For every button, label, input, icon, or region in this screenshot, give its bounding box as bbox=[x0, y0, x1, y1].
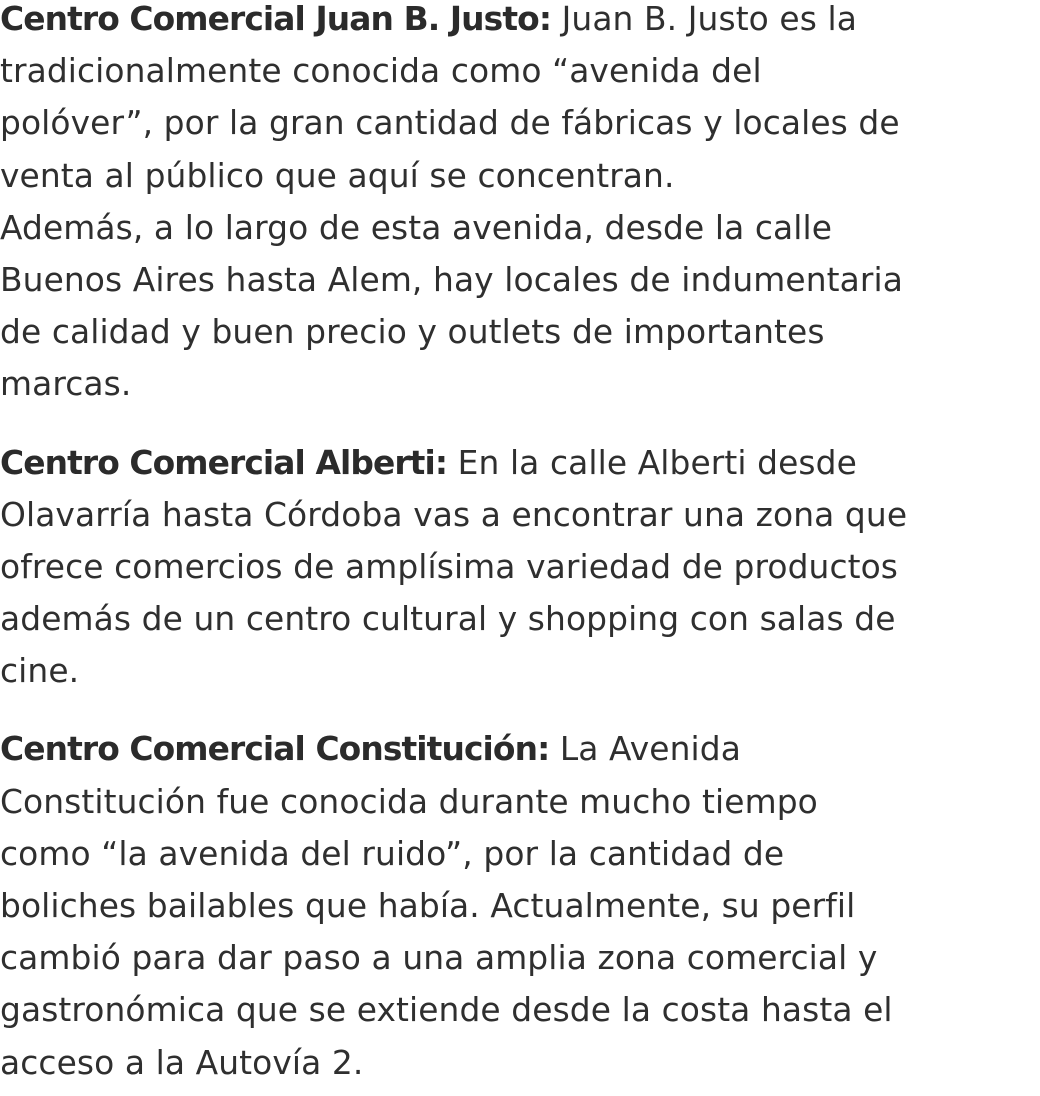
section-text: En la calle Alberti desde bbox=[447, 442, 857, 482]
section-text: Juan B. Justo es la bbox=[551, 0, 857, 38]
section-line: tradicionalmente conocida como “avenida del bbox=[0, 51, 762, 91]
section-line bbox=[0, 723, 1040, 775]
section-line bbox=[0, 0, 1040, 45]
section-line: cambió para dar paso a una amplia zona comercial y bbox=[0, 938, 878, 978]
section-line: ofrece comercios de amplísima variedad de productos bbox=[0, 546, 899, 586]
section-line: además de un centro cultural y shopping con salas de bbox=[0, 599, 896, 639]
section-line: Además, a lo largo de esta avenida, desde la calle bbox=[0, 207, 833, 247]
section-line: Olavarría hasta Córdoba vas a encontrar una zona que bbox=[0, 494, 908, 534]
section-alberti bbox=[0, 444, 1040, 705]
section-line: polóver”, por la gran cantidad de fábricas y locales de bbox=[0, 103, 900, 143]
section-juan-b-justo bbox=[0, 0, 1040, 418]
section-title: Centro Comercial Alberti: bbox=[0, 442, 448, 482]
section-line: venta al público que aquí se concentran. bbox=[0, 155, 675, 195]
section-line: acceso a la Autovía 2. bbox=[0, 1042, 364, 1082]
section-line: marcas. bbox=[0, 364, 132, 404]
section-title: Centro Comercial Juan B. Justo: bbox=[0, 0, 552, 38]
section-line: Constitución fue conocida durante mucho tiempo bbox=[0, 781, 818, 821]
section-line: como “la avenida del ruido”, por la cantidad de bbox=[0, 833, 785, 873]
section-title: Centro Comercial Constitución: bbox=[0, 729, 550, 769]
section-line: gastronómica que se extiende desde la costa hasta el bbox=[0, 990, 893, 1030]
section-line: de calidad y buen precio y outlets de importantes bbox=[0, 312, 825, 352]
section-line: cine. bbox=[0, 651, 80, 691]
section-text: La Avenida bbox=[549, 729, 741, 769]
section-constitucion bbox=[0, 730, 1040, 1095]
section-line: Buenos Aires hasta Alem, hay locales de indumentaria bbox=[0, 259, 903, 299]
section-line: boliches bailables que había. Actualmente, su perfil bbox=[0, 886, 856, 925]
section-line bbox=[0, 437, 1040, 489]
